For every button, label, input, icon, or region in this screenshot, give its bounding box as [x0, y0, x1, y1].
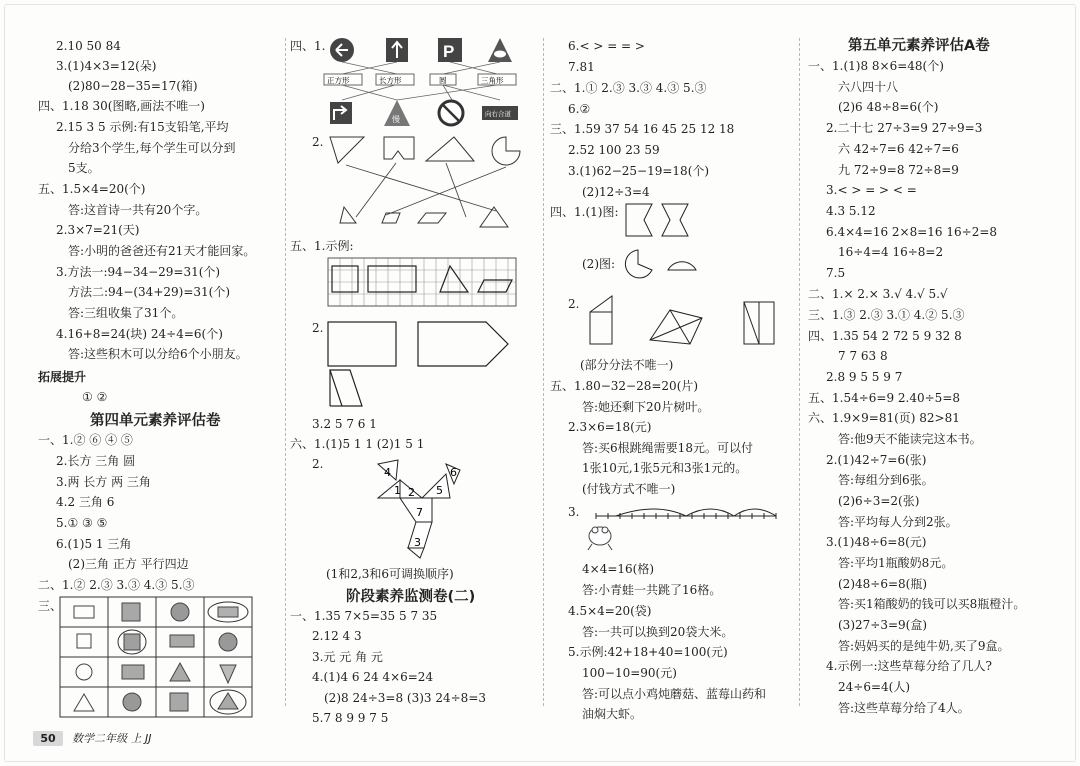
- answer-line: 6.(1)5 1 三角: [56, 537, 132, 551]
- answer-line: 4.3 5.12: [826, 204, 876, 218]
- answer-line: 2.二十七 27÷3=9 27÷9=3: [826, 121, 983, 135]
- shape-matching-table: [60, 597, 252, 717]
- answer-line: 三、1.59 37 54 16 45 25 12 18: [550, 122, 735, 136]
- answer-line: 答:平均1瓶酸奶8元。: [838, 556, 954, 570]
- shape-cut-matching: [326, 133, 526, 233]
- answer-line: 四、1.(1)图:: [550, 205, 619, 219]
- answer-line: 2.12 4 3: [312, 629, 362, 643]
- answer-line: 五、1.5×4=20(个): [38, 182, 146, 196]
- answer-line: 六、1.(1)5 1 1 (2)1 5 1: [290, 437, 425, 451]
- slow-sign-text: 慢: [392, 115, 400, 124]
- answer-line: 六八四十八: [838, 80, 899, 94]
- answer-line: 4×4=16(格): [582, 562, 655, 576]
- answer-line: 答:三组收集了31个。: [68, 306, 184, 320]
- grid-drawing: [328, 258, 518, 308]
- parallelogram-shape: [328, 368, 368, 410]
- answer-line: 答:小青蛙一共跳了16格。: [582, 583, 722, 597]
- answer-line: 二、1.① 2.③ 3.③ 4.③ 5.③: [550, 81, 707, 95]
- answer-line: 分给3个学生,每个学生可以分到: [68, 141, 236, 155]
- parking-icon: P: [443, 42, 455, 61]
- answer-line: 5.7 8 9 9 7 5: [312, 711, 389, 725]
- svg-text:1: 1: [394, 484, 401, 497]
- answer-line: (2)6÷3=2(张): [838, 494, 920, 508]
- answer-line: 三、1.③ 2.③ 3.① 4.② 5.③: [808, 308, 965, 322]
- answer-line: 五、1.示例:: [290, 239, 354, 253]
- answer-line: 二、1.② 2.③ 3.③ 4.③ 5.③: [38, 578, 195, 592]
- answer-line: 3.2 5 7 6 1: [312, 417, 377, 431]
- answer-line: 答:平均每人分到2张。: [838, 515, 958, 529]
- svg-text:6: 6: [450, 466, 457, 479]
- cut-shape-2: [620, 246, 700, 286]
- answer-line: 4.2 三角 6: [56, 495, 115, 509]
- answer-line: (2)80−28−35=17(箱): [68, 79, 198, 93]
- cut-shape-1: [624, 200, 694, 240]
- answer-line: 4.(1)4 6 24 4×6=24: [312, 670, 434, 684]
- book-title-footer: 数学二年级 上 JJ: [72, 732, 152, 745]
- answer-line: 2.: [312, 321, 324, 335]
- section-heading: 阶段素养监测卷(二): [346, 589, 476, 605]
- answer-line: 答:他9天不能读完这本书。: [838, 432, 982, 446]
- answer-line: 四、1.: [290, 39, 326, 53]
- answer-line: 四、1.35 54 2 72 5 9 32 8: [808, 329, 962, 343]
- answer-line: 答:妈妈买的是纯牛奶,买了9盒。: [838, 639, 1010, 653]
- answer-line: 3.(1)4×3=12(朵): [56, 59, 157, 73]
- answer-line: 24÷6=4(人): [838, 680, 911, 694]
- answer-line: 2.10 50 84: [56, 39, 121, 53]
- column-divider: [799, 38, 800, 706]
- answer-line: 2.8 9 5 5 9 7: [826, 370, 903, 384]
- answer-line: 一、1.(1)8 8×6=48(个): [808, 59, 944, 73]
- answer-line: ① ②: [82, 390, 108, 404]
- answer-line: 一、1.② ⑥ ④ ⑤: [38, 433, 133, 447]
- answer-line: (2)6 48÷8=6(个): [838, 100, 939, 114]
- answer-line: 答:她还剩下20片树叶。: [582, 400, 710, 414]
- answer-line: 1张10元,1张5元和3张1元的。: [582, 461, 748, 475]
- section-heading: 拓展提升: [38, 370, 87, 384]
- frog-number-line: [586, 506, 786, 556]
- answer-line: 六、1.9×9=81(页) 82>81: [808, 411, 960, 425]
- tangram-figure: [372, 458, 472, 560]
- answer-line: 16÷4=4 16÷8=2: [838, 245, 944, 259]
- answer-line: 答:小明的爸爸还有21天才能回家。: [68, 244, 256, 258]
- answer-line: 6.4×4=16 2×8=16 16÷2=8: [826, 225, 998, 239]
- answer-line: 6.< > = = >: [568, 39, 645, 53]
- answer-line: 2.: [312, 457, 324, 471]
- answer-line: 油焖大虾。: [582, 707, 643, 721]
- answer-line: 答:这些积木可以分给6个小朋友。: [68, 347, 248, 361]
- answer-line: 四、1.18 30(图略,画法不唯一): [38, 99, 205, 113]
- answer-line: 4.示例一:这些草莓分给了几人?: [826, 659, 992, 673]
- answer-line: 答:一共可以换到20袋大米。: [582, 625, 734, 639]
- svg-text:2: 2: [408, 486, 415, 499]
- divided-shapes: [586, 292, 786, 348]
- section-heading: 第四单元素养评估卷: [90, 413, 221, 429]
- answer-line: (2)48÷6=8(瓶): [838, 577, 928, 591]
- answer-line: 5.示例:42+18+40=100(元): [568, 645, 728, 659]
- section-heading: 第五单元素养评估A卷: [848, 38, 990, 54]
- answer-line: 三、: [38, 599, 63, 613]
- answer-line: 2.: [312, 135, 324, 149]
- traffic-sign-matching: [322, 34, 522, 130]
- answer-line: 7.5: [826, 266, 846, 280]
- answer-line: 二、1.× 2.× 3.√ 4.√ 5.√: [808, 287, 948, 301]
- answer-line: 7.81: [568, 60, 595, 74]
- answer-line: (1和2,3和6可调换顺序): [326, 567, 454, 581]
- answer-line: 3.< > = > < =: [826, 183, 917, 197]
- answer-line: (2)12÷3=4: [582, 185, 650, 199]
- svg-text:圆: 圆: [439, 76, 447, 85]
- answer-line: 2.15 3 5 示例:有15支铅笔,平均: [56, 120, 229, 134]
- answer-line: 答:买6根跳绳需要18元。可以付: [582, 441, 753, 455]
- answer-line: 5支。: [68, 161, 100, 175]
- answer-line: 答:买1箱酸奶的钱可以买8瓶橙汁。: [838, 597, 1026, 611]
- answer-line: (2)8 24÷3=8 (3)3 24÷8=3: [324, 691, 487, 705]
- answer-line: 100−10=90(元): [582, 666, 677, 680]
- answer-line: (部分分法不唯一): [580, 358, 674, 372]
- svg-text:三角形: 三角形: [481, 76, 504, 85]
- svg-text:正方形: 正方形: [327, 76, 350, 85]
- answer-line: 五、1.54÷6=9 2.40÷5=8: [808, 391, 961, 405]
- answer-line: 4.5×4=20(袋): [568, 604, 652, 618]
- page-number-badge: 50: [33, 731, 63, 746]
- answer-line: 2.52 100 23 59: [568, 143, 660, 157]
- answer-line: (付钱方式不唯一): [582, 482, 676, 496]
- answer-line: 答:每组分到6张。: [838, 473, 934, 487]
- answer-line: 六 42÷7=6 42÷7=6: [838, 142, 959, 156]
- answer-line: 5.① ③ ⑤: [56, 516, 108, 530]
- answer-line: 3.: [568, 505, 580, 519]
- answer-line: 2.3×6=18(元): [568, 420, 652, 434]
- answer-line: 九 72÷9=8 72÷8=9: [838, 163, 959, 177]
- answer-line: 3.两 长方 两 三角: [56, 475, 151, 489]
- column-divider: [285, 38, 286, 706]
- answer-line: 7 7 63 8: [838, 349, 888, 363]
- direction-sign-text: 向右合道: [485, 110, 511, 118]
- answer-line: 答:这些草莓分给了4人。: [838, 701, 970, 715]
- answer-line: 五、1.80−32−28=20(片): [550, 379, 699, 393]
- answer-line: 3.(1)48÷6=8(元): [826, 535, 927, 549]
- answer-line: 3.方法一:94−34−29=31(个): [56, 265, 221, 279]
- answer-line: 2.(1)42÷7=6(张): [826, 453, 927, 467]
- answer-line: 2.3×7=21(天): [56, 223, 140, 237]
- answer-line: 4.16+8=24(块) 24÷4=6(个): [56, 327, 223, 341]
- answer-line: 一、1.35 7×5=35 5 7 35: [290, 609, 438, 623]
- answer-line: 2.长方 三角 圆: [56, 454, 136, 468]
- column-divider: [543, 38, 544, 706]
- answer-line: 答:可以点小鸡炖蘑菇、蓝莓山药和: [582, 687, 767, 701]
- svg-text:3: 3: [414, 536, 421, 549]
- answer-line: 方法二:94−(34+29)=31(个): [68, 285, 231, 299]
- answer-line: (2)图:: [582, 257, 616, 271]
- answer-line: 答:这首诗一共有20个字。: [68, 203, 208, 217]
- svg-text:5: 5: [436, 484, 443, 497]
- shape-outlines: [328, 318, 528, 370]
- answer-line: 2.: [568, 297, 580, 311]
- svg-text:7: 7: [416, 506, 423, 519]
- svg-text:4: 4: [384, 466, 391, 479]
- answer-line: (3)27÷3=9(盒): [838, 618, 928, 632]
- answer-line: 6.②: [568, 102, 591, 116]
- svg-text:长方形: 长方形: [379, 76, 402, 85]
- answer-line: (2)三角 正方 平行四边: [68, 557, 189, 571]
- answer-line: 3.元 元 角 元: [312, 650, 383, 664]
- answer-line: 3.(1)62−25−19=18(个): [568, 164, 710, 178]
